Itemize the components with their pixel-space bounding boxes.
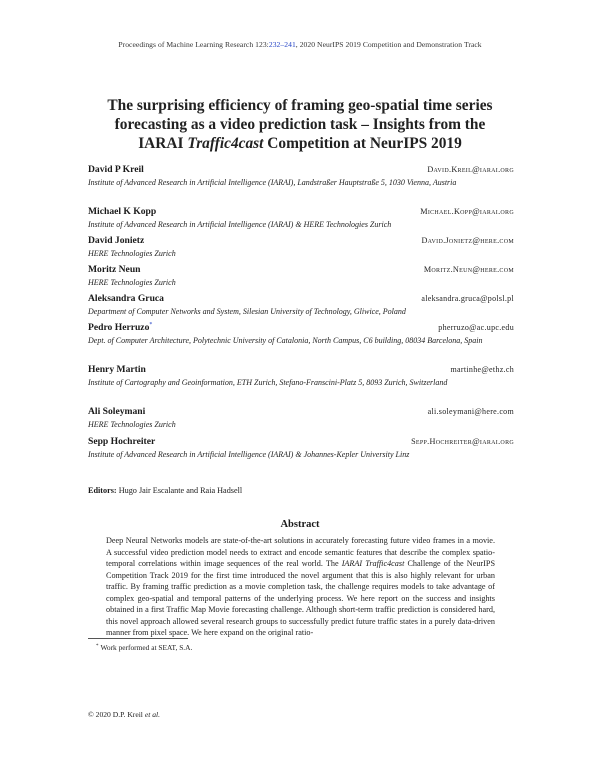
author-email[interactable]: aleksandra.gruca@polsl.pl: [421, 294, 514, 303]
abstract-italic: IARAI Traffic4cast: [341, 559, 405, 569]
copyright-line: © 2020 D.P. Kreil et al.: [88, 710, 161, 719]
title-italic: Traffic4cast: [187, 135, 264, 152]
author-email[interactable]: pherruzo@ac.upc.edu: [438, 323, 514, 333]
author-name: Henry Martin: [88, 364, 146, 375]
author-name: Michael K Kopp: [88, 206, 157, 217]
header-suffix: , 2020 NeurIPS 2019 Competition and Demonstration Track: [295, 40, 482, 49]
footnote-mark: *: [96, 643, 99, 649]
footnote-divider: [88, 638, 188, 639]
author-name: Ali Soleymani: [88, 406, 146, 417]
editors-label: Editors:: [88, 486, 117, 495]
author-affiliation: HERE Technologies Zurich: [88, 278, 176, 287]
author-email[interactable]: martinhe@ethz.ch: [450, 365, 514, 374]
title-line-1: The surprising efficiency of framing geo-spatial time series: [107, 97, 493, 114]
author-email[interactable]: Moritz.Neun@here.com: [423, 265, 514, 274]
author-email[interactable]: David.Jonietz@here.com: [421, 236, 514, 245]
author-block: [88, 235, 514, 259]
author-affiliation: Institute of Cartography and Geoinformation, ETH Zurich, Stefano-Franscini-Platz 5, 8093 Zurich, Switzerland: [88, 378, 448, 387]
author-block: [88, 293, 514, 317]
author-affiliation: Institute of Advanced Research in Artificial Intelligence (IARAI), Landstraßer Hauptstraße 5, 1030 Vienna, Austria: [88, 178, 457, 187]
author-name: David P Kreil: [88, 164, 144, 175]
author-name: Aleksandra Gruca: [88, 293, 164, 304]
footnote: [96, 643, 192, 652]
header-prefix: Proceedings of Machine Learning Research 123:: [118, 40, 269, 49]
author-block: [88, 364, 514, 388]
editors-names: Hugo Jair Escalante and Raia Hadsell: [116, 486, 243, 495]
author-name: David Jonietz: [88, 235, 145, 246]
author-name: Pedro Herruzo*: [88, 322, 153, 334]
footnote-text: Work performed at SEAT, S.A.: [100, 643, 193, 652]
abstract-body: Deep Neural Networks models are state-of-the-art solutions in accurately forecasting future video frames in a movie. A successful video prediction model needs to extract and encode semantic features that describe the complex spatio-temporal correlations within image sequences of the real world. The IARAI Traffic4cast Challenge of the NeurIPS Competition Track 2019 for the first time introduced the novel argument that this is also highly relevant for urban traffic. By framing traffic prediction as a movie completion task, the challenge requires models to take advantage of complex geo-spatial and temporal patterns of the underlying process. We here report on the success and insights obtained in a first Traffic Map Movie forecasting challenge. Although short-term traffic prediction is considered hard, this novel approach allowed several research groups to successfully predict future traffic states in a purely data-driven manner from pixel space. We here expand on the original ratio-: [106, 536, 495, 638]
author-email[interactable]: David.Kreil@iarai.org: [427, 165, 514, 174]
paper-title: [60, 96, 540, 153]
author-block: [88, 164, 514, 188]
author-affiliation: Dept. of Computer Architecture, Polytechnic University of Catalonia, North Campus, C6 building, 08034 Barcelona, Spain: [88, 336, 483, 345]
author-affiliation: Department of Computer Networks and System, Silesian University of Technology, Gliwice, Poland: [88, 307, 406, 316]
author-block: [88, 322, 514, 346]
title-line-2: forecasting as a video prediction task – Insights from the: [114, 116, 486, 133]
author-affiliation: Institute of Advanced Research in Artificial Intelligence (IARAI) & Johannes-Kepler University Linz: [88, 450, 410, 459]
author-name: Moritz Neun: [88, 264, 141, 275]
author-block: [88, 406, 514, 430]
author-email[interactable]: Sepp.Hochreiter@iarai.org: [411, 437, 514, 446]
author-affiliation: HERE Technologies Zurich: [88, 249, 176, 258]
author-block: [88, 436, 514, 460]
author-block: [88, 264, 514, 288]
author-affiliation: HERE Technologies Zurich: [88, 420, 176, 429]
author-email[interactable]: ali.soleymani@here.com: [427, 407, 514, 416]
pages-link[interactable]: 232–241: [268, 40, 296, 49]
author-block: [88, 206, 514, 230]
title-line-3: IARAI Traffic4cast Competition at NeurIPS 2019: [138, 135, 462, 152]
running-header: [0, 40, 600, 49]
author-affiliation: Institute of Advanced Research in Artificial Intelligence (IARAI) & HERE Technologies Zurich: [88, 220, 392, 229]
author-name: Sepp Hochreiter: [88, 436, 156, 447]
editors-line: [88, 486, 242, 495]
author-email[interactable]: Michael.Kopp@iarai.org: [420, 207, 514, 216]
abstract-heading: Abstract: [280, 519, 320, 530]
footnote-marker[interactable]: *: [149, 322, 153, 328]
